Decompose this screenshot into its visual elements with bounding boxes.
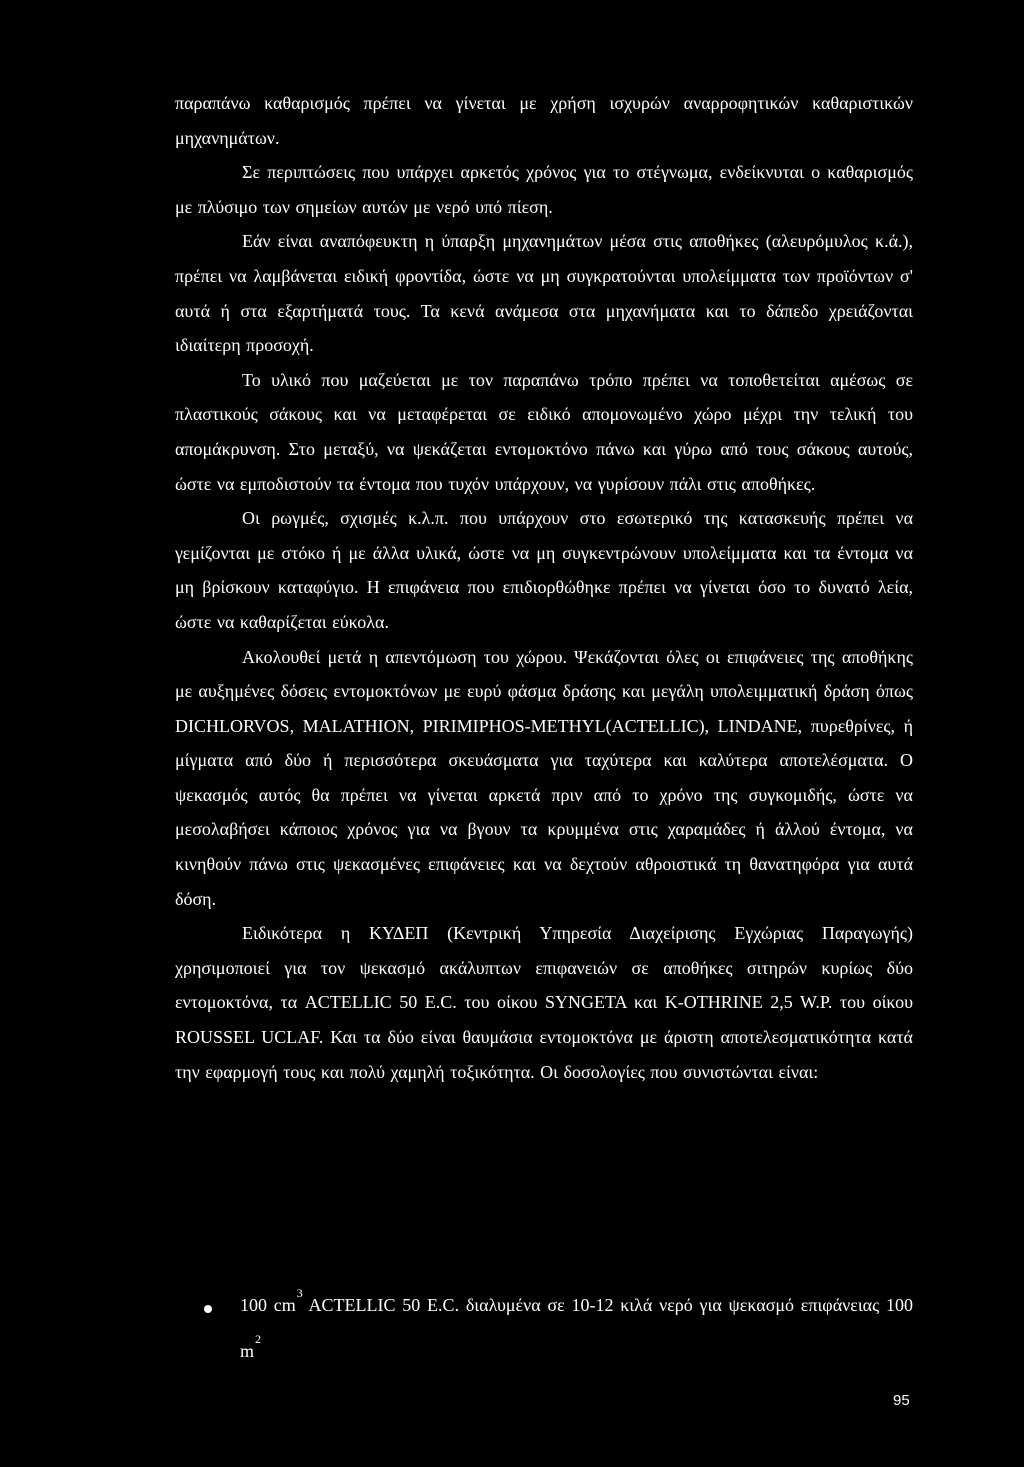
superscript-2: 2 (255, 1332, 262, 1346)
paragraph-7: Ειδικότερα η ΚΥΔΕΠ (Κεντρική Υπηρεσία Διαχείρισης Εγχώριας Παραγωγής) χρησιμοποιεί για τον ψεκασμό ακάλυπτων επιφανειών σε αποθήκες σιτηρών κυρίως δύο εντομοκτόνα, τα ACTELLIC 50 E.C. του οίκου SYNGETA και K-OTHRINE 2,5 W.P. του οίκου ROUSSEL UCLAF. Και τα δύο είναι θαυμάσια εντομοκτόνα με άριστη αποτελεσματικότητα κατά την εφαρμογή τους και πολύ χαμηλή τοξικότητα. Οι δοσολογίες που συνιστώνται είναι: (175, 923, 913, 1082)
body-text (175, 86, 913, 1089)
bullet-text-part2: ACTELLIC 50 E.C. διαλυμένα σε 10-12 κιλά νερό για ψεκασμό επιφάνειας 100 m (240, 1295, 913, 1361)
paragraph-3: Εάν είναι αναπόφευκτη η ύπαρξη μηχανημάτων μέσα στις αποθήκες (αλευρόμυλος κ.ά.), πρέπει να λαμβάνεται ειδική φροντίδα, ώστε να μη συγκρατούνται υπολείμματα των προϊόντων σ' αυτά ή στα εξαρτήματά τους. Τα κενά ανάμεσα στα μηχανήματα και το δάπεδο χρειάζονται ιδιαίτερη προσοχή. (175, 231, 913, 356)
dosage-bullet-item (175, 1283, 913, 1373)
paragraph-6: Ακολουθεί μετά η απεντόμωση του χώρου. Ψεκάζονται όλες οι επιφάνειες της αποθήκης με αυξημένες δόσεις εντομοκτόνων με ευρύ φάσμα δράσης και μεγάλη υπολειμματική δράση όπως DICHLORVOS, MALATHION, PIRIMIPHOS-METHYL(ACTELLIC), LINDANE, πυρεθρίνες, ή μίγματα από δύο ή περισσότερα σκευάσματα για ταχύτερα και καλύτερα αποτελέσματα. Ο ψεκασμός αυτός θα πρέπει να γίνεται αρκετά πριν από το χρόνο της συγκομιδής, ώστε να μεσολαβήσει κάποιος χρόνος για να βγουν τα κρυμμένα στις χαραμάδες ή άλλού έντομα, να κινηθούν πάνω στις ψεκασμένες επιφάνειες και να δεχτούν αθροιστικά τη θανατηφόρα για αυτά δόση. (175, 646, 913, 909)
bullet-text (240, 1283, 913, 1375)
superscript-3: 3 (296, 1286, 303, 1300)
page-number: 95 (893, 1392, 910, 1409)
paragraph-4: Το υλικό που μαζεύεται με τον παραπάνω τρόπο πρέπει να τοποθετείται αμέσως σε πλαστικούς σάκους και να μεταφέρεται σε ειδικό απομονωμένο χώρο μέχρι την τελική του απομάκρυνση. Στο μεταξύ, να ψεκάζεται εντομοκτόνο πάνω και γύρω από τους σάκους αυτούς, ώστε να εμποδιστούν τα έντομα που τυχόν υπάρχουν, να γυρίσουν πάλι στις αποθήκες. (175, 369, 913, 494)
paragraph-2: Σε περιπτώσεις που υπάρχει αρκετός χρόνος για το στέγνωμα, ενδείκνυται ο καθαρισμός με πλύσιμο των σημείων αυτών με νερό υπό πίεση. (175, 162, 913, 217)
paragraph-1: παραπάνω καθαρισμός πρέπει να γίνεται με χρήση ισχυρών αναρροφητικών καθαριστικών μηχανημάτων. (175, 93, 913, 148)
paragraph-5: Οι ρωγμές, σχισμές κ.λ.π. που υπάρχουν στο εσωτερικό της κατασκευής πρέπει να γεμίζονται με στόκο ή με άλλα υλικά, ώστε να μη συγκεντρώνουν υπολείμματα και τα έντομα να μη βρίσκουν καταφύγιο. Η επιφάνεια που επιδιορθώθηκε πρέπει να γίνεται όσο το δυνατό λεία, ώστε να καθαρίζεται εύκολα. (175, 508, 913, 632)
bullet-text-part1: 100 cm (240, 1295, 296, 1315)
bullet-dot-icon (204, 1305, 212, 1313)
